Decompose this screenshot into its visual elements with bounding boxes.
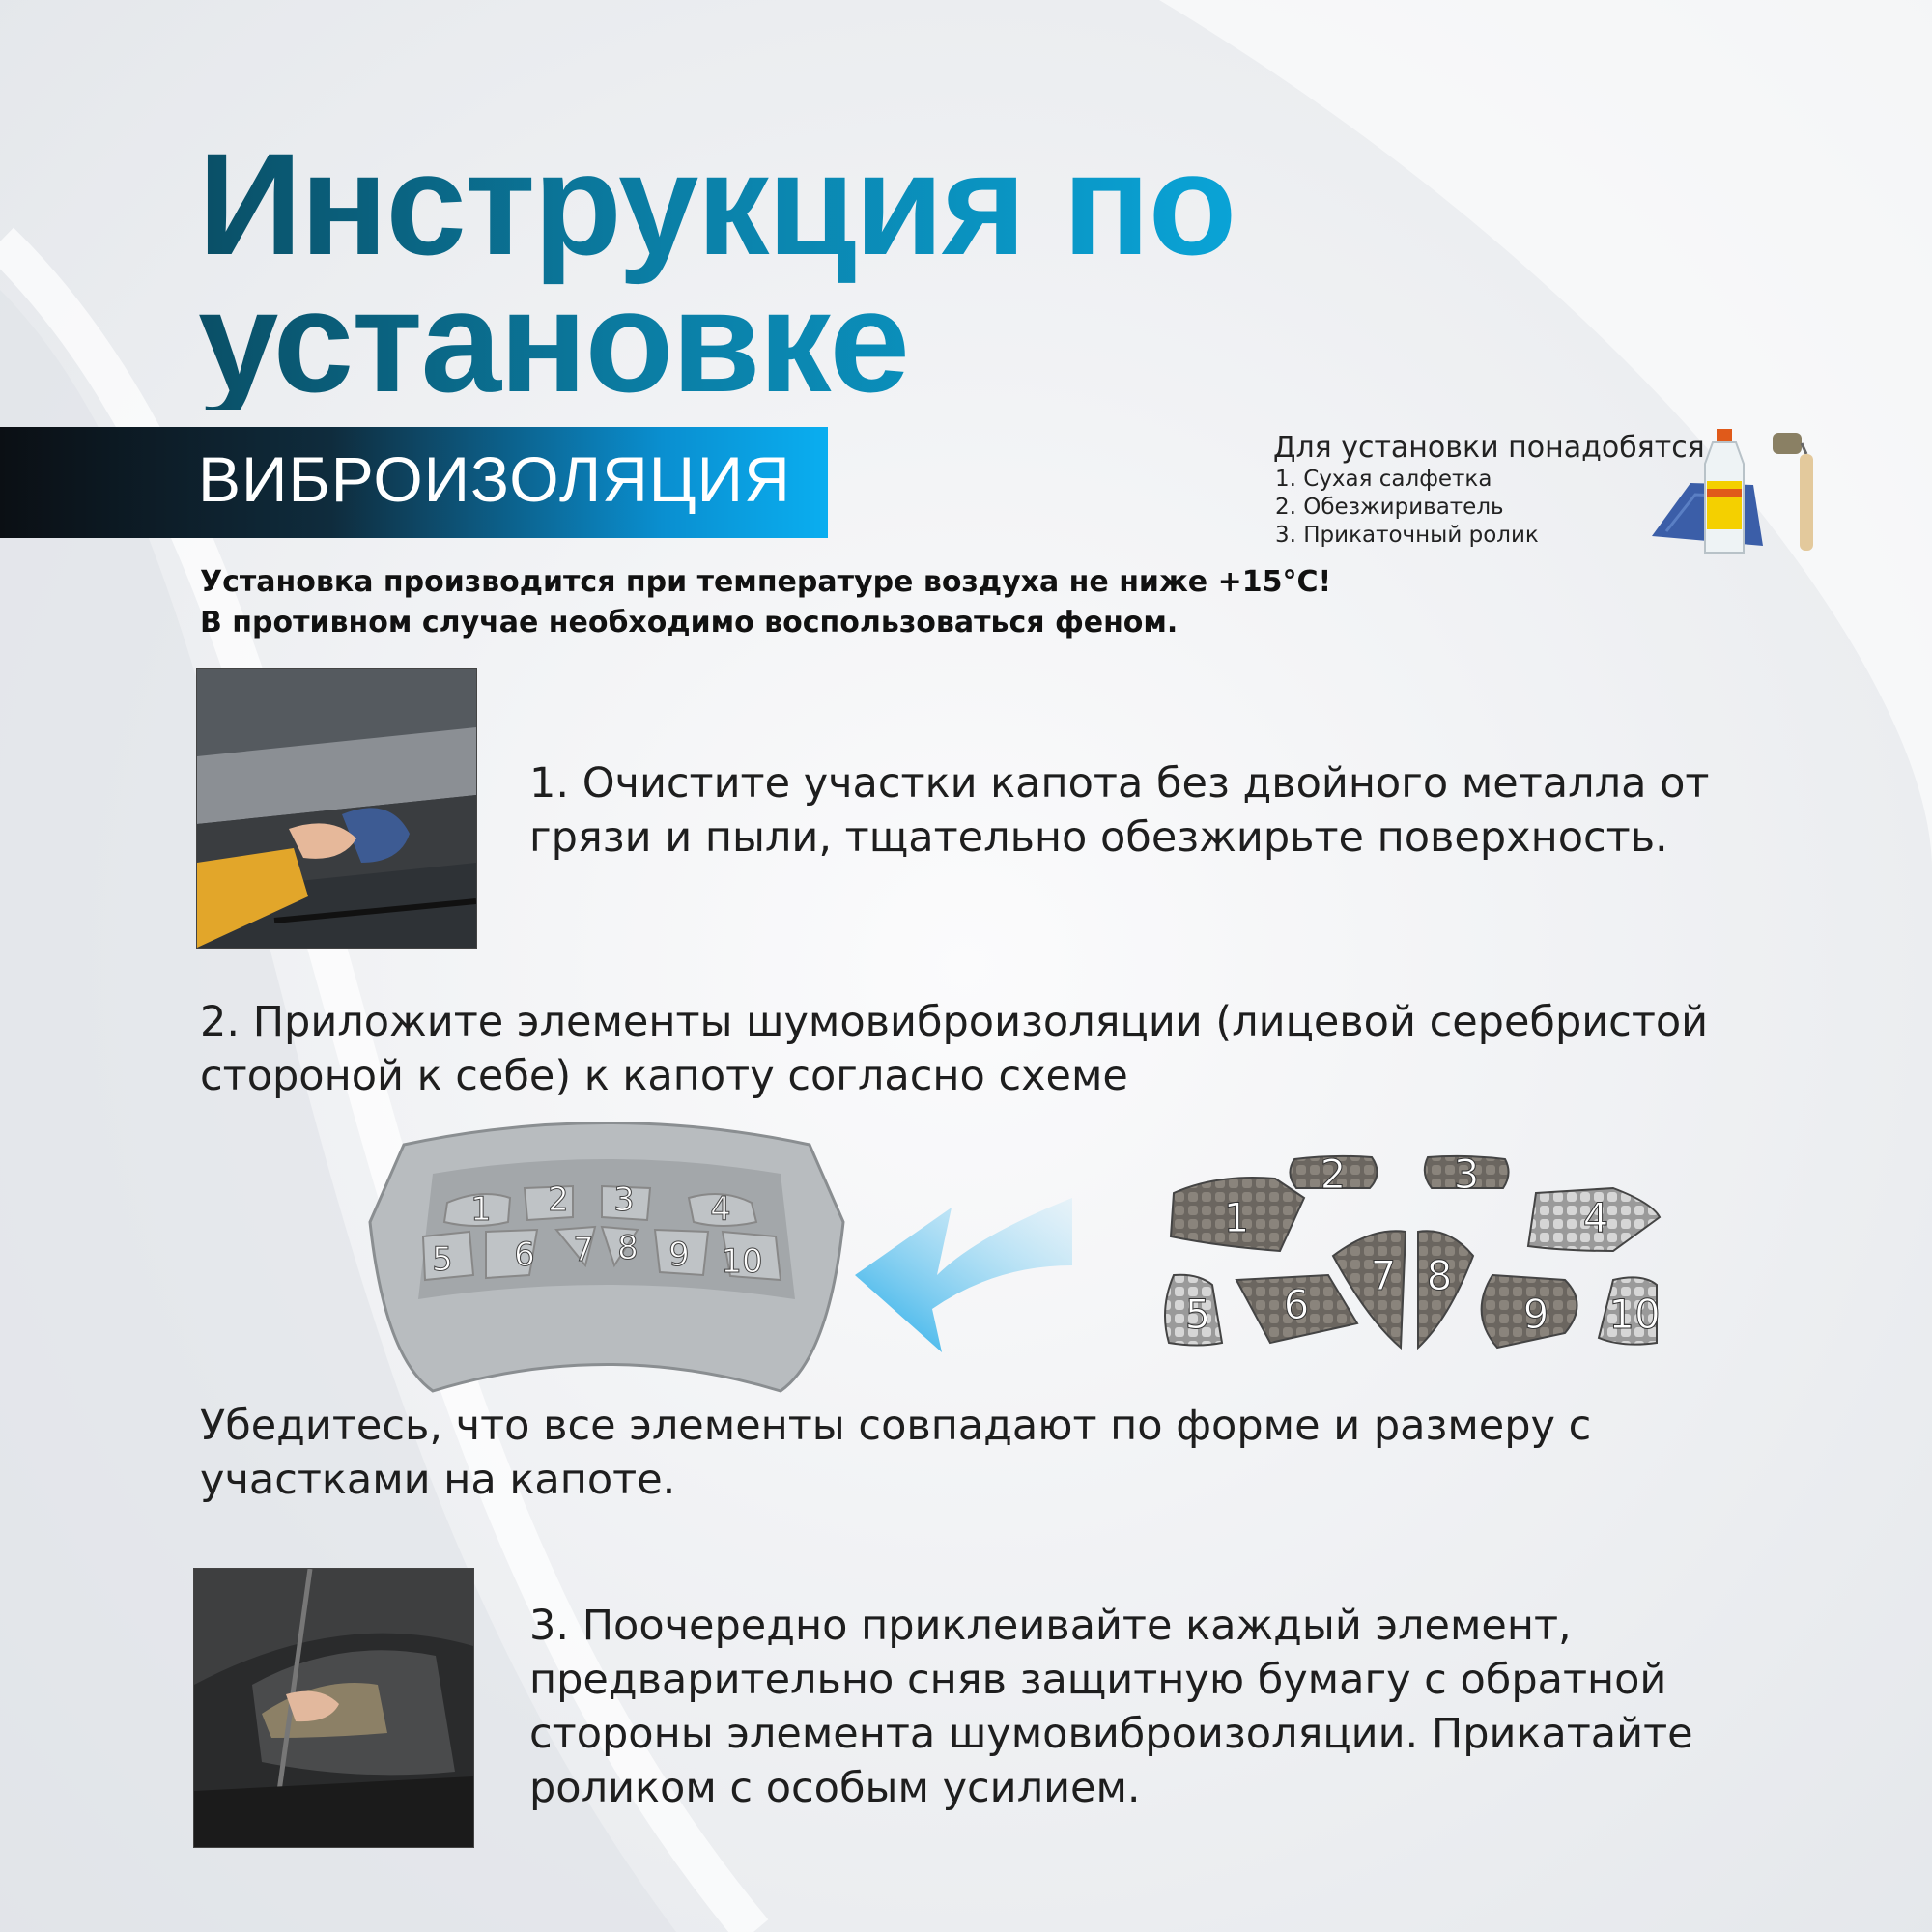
hood-number: 4 bbox=[710, 1190, 731, 1229]
page-title bbox=[198, 123, 1236, 422]
hood-number: 2 bbox=[548, 1180, 569, 1219]
shape-check-note: Убедитесь, что все элементы совпадают по форме и размеру с участками на капоте. bbox=[200, 1402, 1592, 1504]
piece-number: 1 bbox=[1223, 1194, 1250, 1241]
hood-number: 1 bbox=[470, 1190, 492, 1229]
step-3-text: 3. Поочередно приклеивайте каждый элемент, предварительно сняв защитную бумагу с обратной стороны элемента шумовиброизоляции. Прикатайте роликом с особым усилием. bbox=[529, 1602, 1693, 1812]
arrow-icon bbox=[850, 1198, 1082, 1362]
step-1-text: 1. Очистите участки капота без двойного металла от грязи и пыли, тщательно обезжирьте поверхность. bbox=[529, 759, 1710, 862]
step3-photo bbox=[193, 1568, 474, 1848]
hood-number: 7 bbox=[573, 1231, 594, 1269]
temperature-warning bbox=[200, 562, 1331, 643]
hood-number: 3 bbox=[613, 1180, 635, 1219]
warning-line-2: В противном случае необходимо воспользоваться феном. bbox=[200, 606, 1179, 639]
piece-number: 2 bbox=[1320, 1151, 1347, 1198]
roller-icon bbox=[1773, 433, 1813, 551]
requirement-item: 3. Прикаточный ролик bbox=[1275, 523, 1539, 548]
piece-number: 10 bbox=[1608, 1291, 1661, 1338]
hood-number: 8 bbox=[617, 1229, 639, 1267]
piece-number: 4 bbox=[1582, 1194, 1609, 1241]
pieces-diagram bbox=[1159, 1150, 1681, 1372]
piece-number: 3 bbox=[1453, 1151, 1480, 1198]
section-label: ВИБРОИЗОЛЯЦИЯ bbox=[198, 443, 791, 515]
title-line-2: установке bbox=[198, 260, 908, 422]
hood-diagram bbox=[365, 1106, 848, 1396]
piece-number: 7 bbox=[1370, 1252, 1397, 1299]
piece-number: 5 bbox=[1184, 1291, 1211, 1338]
requirements-title: Для установки понадобятся bbox=[1273, 431, 1705, 465]
hood-number: 10 bbox=[721, 1242, 763, 1281]
piece-number: 8 bbox=[1426, 1252, 1453, 1299]
hood-number: 9 bbox=[668, 1236, 690, 1274]
step-2-text: 2. Приложите элементы шумовиброизоляции (лицевой серебристой стороной к себе) к капоту согласно схеме bbox=[200, 998, 1709, 1100]
step1-photo bbox=[196, 668, 477, 949]
bottle-icon bbox=[1705, 429, 1744, 553]
piece-number: 9 bbox=[1522, 1291, 1549, 1338]
requirement-item: 2. Обезжириватель bbox=[1275, 495, 1504, 520]
warning-line-1: Установка производится при температуре воздуха не ниже +15°С! bbox=[200, 565, 1332, 599]
title-line-1: Инструкция по bbox=[198, 123, 1236, 285]
tools-illustration bbox=[1647, 425, 1821, 560]
hood-number: 5 bbox=[432, 1240, 453, 1279]
hood-number: 6 bbox=[514, 1236, 535, 1274]
requirements-list bbox=[1275, 466, 1539, 550]
piece-number: 6 bbox=[1283, 1281, 1310, 1328]
requirement-item: 1. Сухая салфетка bbox=[1275, 467, 1492, 492]
